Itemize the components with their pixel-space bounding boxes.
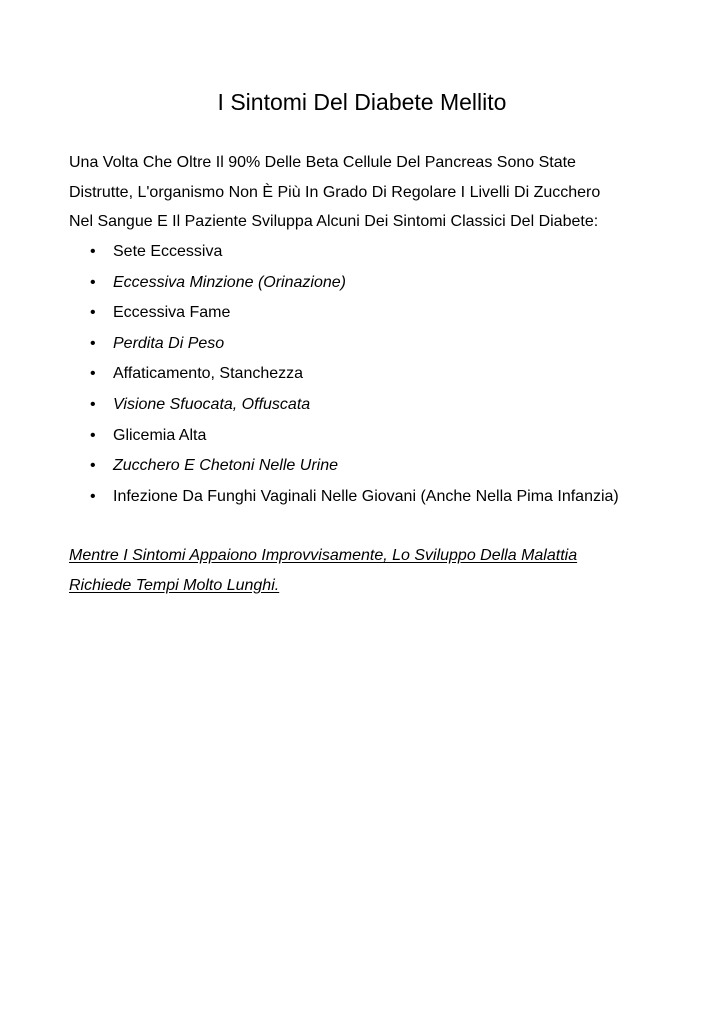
intro-paragraph xyxy=(69,148,669,237)
bullet-icon: • xyxy=(90,426,96,444)
bullet-icon: • xyxy=(90,457,96,475)
closing-line xyxy=(69,571,669,601)
symptom-text: Perdita Di Peso xyxy=(113,334,225,352)
symptom-text: Eccessiva Fame xyxy=(113,304,231,322)
intro-line: Una Volta Che Oltre Il 90% Delle Beta Cellule Del Pancreas Sono State xyxy=(69,154,576,171)
bullet-icon: • xyxy=(90,304,96,322)
intro-line: Nel Sangue E Il Paziente Sviluppa Alcuni Dei Sintomi Classici Del Diabete: xyxy=(69,213,599,230)
bullet-icon: • xyxy=(90,334,96,352)
symptom-item xyxy=(69,329,709,360)
bullet-icon: • xyxy=(90,273,96,291)
symptom-item xyxy=(69,482,709,513)
closing-line-text: Richiede Tempi Molto Lunghi. xyxy=(69,576,280,594)
document-title: I Sintomi Del Diabete Mellito xyxy=(217,89,507,115)
closing-line xyxy=(69,541,669,571)
bullet-icon: • xyxy=(90,365,96,383)
symptom-item xyxy=(69,390,709,421)
symptom-text: Glicemia Alta xyxy=(113,426,207,444)
bullet-icon: • xyxy=(90,487,96,505)
symptom-text: Zucchero E Chetoni Nelle Urine xyxy=(113,457,338,475)
symptom-text: Infezione Da Funghi Vaginali Nelle Giovani (Anche Nella Pima Infanzia) xyxy=(113,487,619,505)
intro-line: Distrutte, L'organismo Non È Più In Grado Di Regolare I Livelli Di Zucchero xyxy=(69,183,601,201)
symptom-text: Eccessiva Minzione (Orinazione) xyxy=(113,273,346,291)
bullet-icon: • xyxy=(90,243,96,260)
closing-paragraph xyxy=(69,541,669,600)
symptom-item xyxy=(69,451,709,482)
closing-line-text: Mentre I Sintomi Appaiono Improvvisamente, Lo Sviluppo Della Malattia xyxy=(69,547,578,564)
symptom-text: Visione Sfuocata, Offuscata xyxy=(113,395,311,413)
symptom-item xyxy=(69,359,709,390)
symptoms-list xyxy=(69,237,709,512)
symptom-item xyxy=(69,237,709,268)
symptom-item xyxy=(69,298,709,329)
symptom-item xyxy=(69,268,709,299)
bullet-icon: • xyxy=(90,395,96,413)
symptom-text: Sete Eccessiva xyxy=(113,243,223,260)
symptom-text: Affaticamento, Stanchezza xyxy=(113,365,304,383)
symptom-item xyxy=(69,421,709,452)
